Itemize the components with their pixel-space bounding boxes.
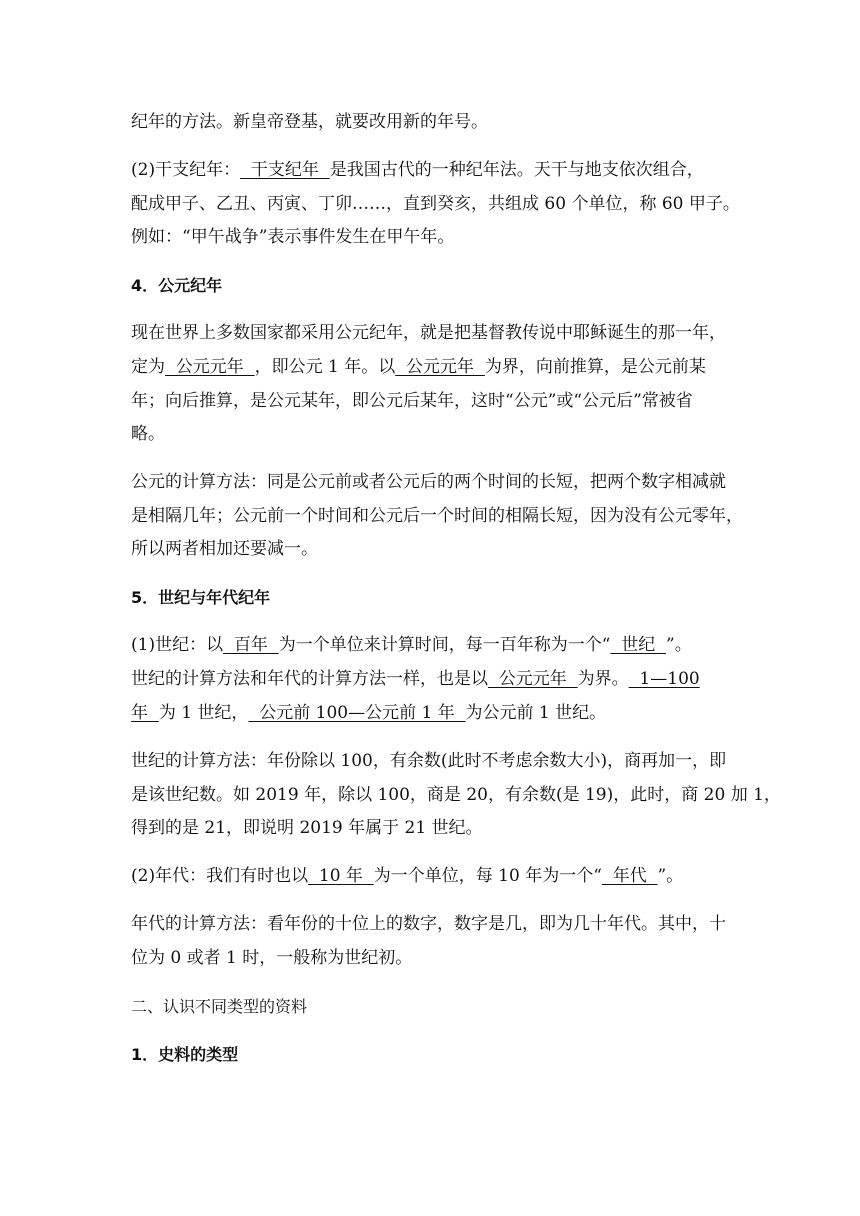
text-line <box>131 908 731 941</box>
text-span: 定为 <box>131 357 165 377</box>
text-line <box>131 663 731 696</box>
text-span: 世纪的计算方法：年份除以 100，有余数(此时不考虑余数大小)，商再加一，即 <box>131 751 727 771</box>
text-line <box>131 779 781 812</box>
text-span: 现在世界上多数国家都采用公元纪年，就是把基督教传说中耶稣诞生的那一年， <box>131 323 726 343</box>
fill-blank-answer: 公元前 100—公元前 1 年 <box>248 703 466 723</box>
section-heading <box>131 990 731 1023</box>
text-span: 为 1 世纪， <box>158 703 249 723</box>
text-line <box>131 221 731 254</box>
text-span: ”。 <box>666 635 692 655</box>
fill-blank-answer: 年 <box>131 703 159 723</box>
text-line <box>131 418 731 451</box>
text-line <box>131 188 740 221</box>
fill-blank-answer: 世纪 <box>610 635 667 655</box>
heading-text: 5．世纪与年代纪年 <box>131 588 271 607</box>
text-line <box>131 317 731 350</box>
text-span: 例如：“甲午战争”表示事件发生在甲午年。 <box>131 227 455 247</box>
heading-text: 1．史料的类型 <box>131 1045 239 1064</box>
text-span: 所以两者相加还要减一。 <box>131 539 318 559</box>
text-span: 年；向后推算，是公元某年，即公元后某年，这时“公元”或“公元后”常被省 <box>131 391 693 411</box>
fill-blank-answer: 公元元年 <box>395 357 485 377</box>
fill-blank-answer: 百年 <box>223 635 279 655</box>
text-line <box>131 500 743 533</box>
text-line <box>131 860 731 893</box>
section-heading <box>131 269 731 302</box>
text-span: 为一个单位来计算时间，每一百年称为一个“ <box>278 635 611 655</box>
text-span: 位为 0 或者 1 时，一般称为世纪初。 <box>131 948 413 968</box>
fill-blank-answer: 年代 <box>601 866 658 886</box>
section-heading <box>131 581 731 614</box>
text-span: (2)年代：我们有时也以 <box>131 866 309 886</box>
text-line <box>131 385 731 418</box>
text-span: 为界。 <box>577 669 629 689</box>
heading-text: 4．公元纪年 <box>131 276 223 295</box>
text-span: 为界，向前推算，是公元前某 <box>484 357 706 377</box>
text-span: 世纪的计算方法和年代的计算方法一样，也是以 <box>131 669 488 689</box>
fill-blank-answer: 公元元年 <box>488 669 578 689</box>
text-span: 为一个单位，每 10 年为一个“ <box>373 866 602 886</box>
text-line <box>131 942 731 975</box>
text-span: ”。 <box>657 866 684 886</box>
text-line <box>131 697 731 730</box>
text-line <box>131 154 731 187</box>
fill-blank-answer: 10 年 <box>308 866 374 886</box>
text-span: (2)干支纪年： <box>131 160 241 180</box>
text-span: 略。 <box>131 424 165 444</box>
fill-blank-answer: 干支纪年 <box>240 160 330 180</box>
text-span: 是该世纪数。如 2019 年，除以 100，商是 20，有余数(是 19)，此时，商 20 加 1， <box>131 785 781 805</box>
text-line <box>131 745 731 778</box>
heading-text: 二、认识不同类型的资料 <box>131 997 308 1016</box>
text-line <box>131 351 731 384</box>
text-line <box>131 466 731 499</box>
section-heading <box>131 1038 731 1071</box>
text-span: 纪年的方法。新皇帝登基，就要改用新的年号。 <box>131 112 488 132</box>
fill-blank-answer: 公元元年 <box>165 357 255 377</box>
text-span: 年代的计算方法：看年份的十位上的数字，数字是几，即为几十年代。其中，十 <box>131 914 726 934</box>
text-line <box>131 629 731 662</box>
fill-blank-answer: 1—100 <box>628 669 700 689</box>
text-span: 配成甲子、乙丑、丙寅、丁卯……，直到癸亥，共组成 60 个单位，称 60 甲子。 <box>131 194 740 214</box>
text-line <box>131 812 731 845</box>
text-span: 是相隔几年；公元前一个时间和公元后一个时间的相隔长短，因为没有公元零年， <box>131 506 743 526</box>
text-span: 为公元前 1 世纪。 <box>465 703 607 723</box>
text-span: (1)世纪：以 <box>131 635 224 655</box>
text-line <box>131 106 731 139</box>
text-span: 得到的是 21，即说明 2019 年属于 21 世纪。 <box>131 818 483 838</box>
text-span: 公元的计算方法：同是公元前或者公元后的两个时间的长短，把两个数字相减就 <box>131 472 726 492</box>
text-line <box>131 533 731 566</box>
text-span: ，即公元 1 年。以 <box>254 357 396 377</box>
text-span: 是我国古代的一种纪年法。天干与地支依次组合， <box>329 160 704 180</box>
